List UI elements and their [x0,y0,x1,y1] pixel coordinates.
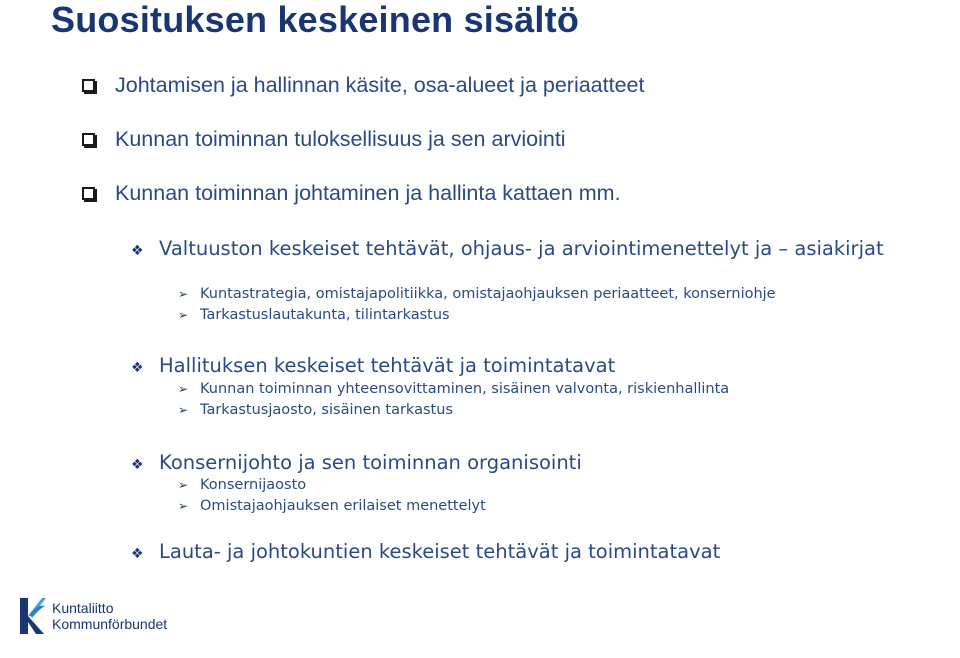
diamond-bullet-icon: ❖ [131,546,144,562]
sub-bullet-item [178,307,450,323]
arrow-bullet-icon: ➢ [178,308,189,322]
sub-bullet-item [178,286,776,302]
section-heading-text: Konsernijohto ja sen toiminnan organisointi [159,451,582,474]
sub-bullet-text: Tarkastuslautakunta, tilintarkastus [200,307,450,323]
sub-bullet-text: Omistajaohjauksen erilaiset menettelyt [200,498,486,514]
arrow-bullet-icon: ➢ [178,478,189,492]
section-heading [131,238,911,262]
sub-bullet-item [178,381,729,397]
bullet-text: Johtamisen ja hallinnan käsite, osa-alueet ja periaatteet [115,73,645,97]
checkbox-bullet-icon [82,133,95,146]
diamond-bullet-icon: ❖ [131,360,144,376]
sub-bullet-text: Kuntastrategia, omistajapolitiikka, omistajaohjauksen periaatteet, konserniohje [200,286,776,302]
logo-line-2: Kommunförbundet [52,616,168,632]
bullet-item [82,181,621,206]
sub-bullet-item [178,402,453,418]
section-heading-text: Valtuuston keskeiset tehtävät, ohjaus- ja arviointimenettelyt ja – asiakirjat [159,237,884,260]
sub-bullet-text: Kunnan toiminnan yhteensovittaminen, sisäinen valvonta, riskienhallinta [200,381,730,397]
arrow-bullet-icon: ➢ [178,403,189,417]
logo-line-1: Kuntaliitto [52,600,114,616]
checkbox-bullet-icon [82,187,95,200]
kuntaliitto-logo-mark-icon [18,596,46,636]
arrow-bullet-icon: ➢ [178,287,189,301]
arrow-bullet-icon: ➢ [178,499,189,513]
sub-bullet-item [178,498,486,514]
logo-text [52,600,167,632]
section-heading-text: Hallituksen keskeiset tehtävät ja toimintatavat [159,354,616,377]
sub-bullet-item [178,477,306,493]
checkbox-bullet-icon [82,79,95,92]
bullet-text: Kunnan toiminnan tuloksellisuus ja sen arviointi [115,127,566,151]
arrow-bullet-icon: ➢ [178,382,189,396]
section-heading [131,541,911,565]
bullet-item [82,73,644,98]
section-heading [131,452,911,476]
section-heading [131,355,911,379]
bullet-item [82,127,566,152]
slide-title: Suosituksen keskeinen sisältö [51,0,580,40]
kuntaliitto-logo [18,596,167,636]
diamond-bullet-icon: ❖ [131,457,144,473]
section-heading-text: Lauta- ja johtokuntien keskeiset tehtävät ja toimintatavat [159,540,721,563]
sub-bullet-text: Tarkastusjaosto, sisäinen tarkastus [200,402,453,418]
diamond-bullet-icon: ❖ [131,243,144,259]
sub-bullet-text: Konsernijaosto [200,477,307,493]
bullet-text: Kunnan toiminnan johtaminen ja hallinta kattaen mm. [115,181,621,205]
